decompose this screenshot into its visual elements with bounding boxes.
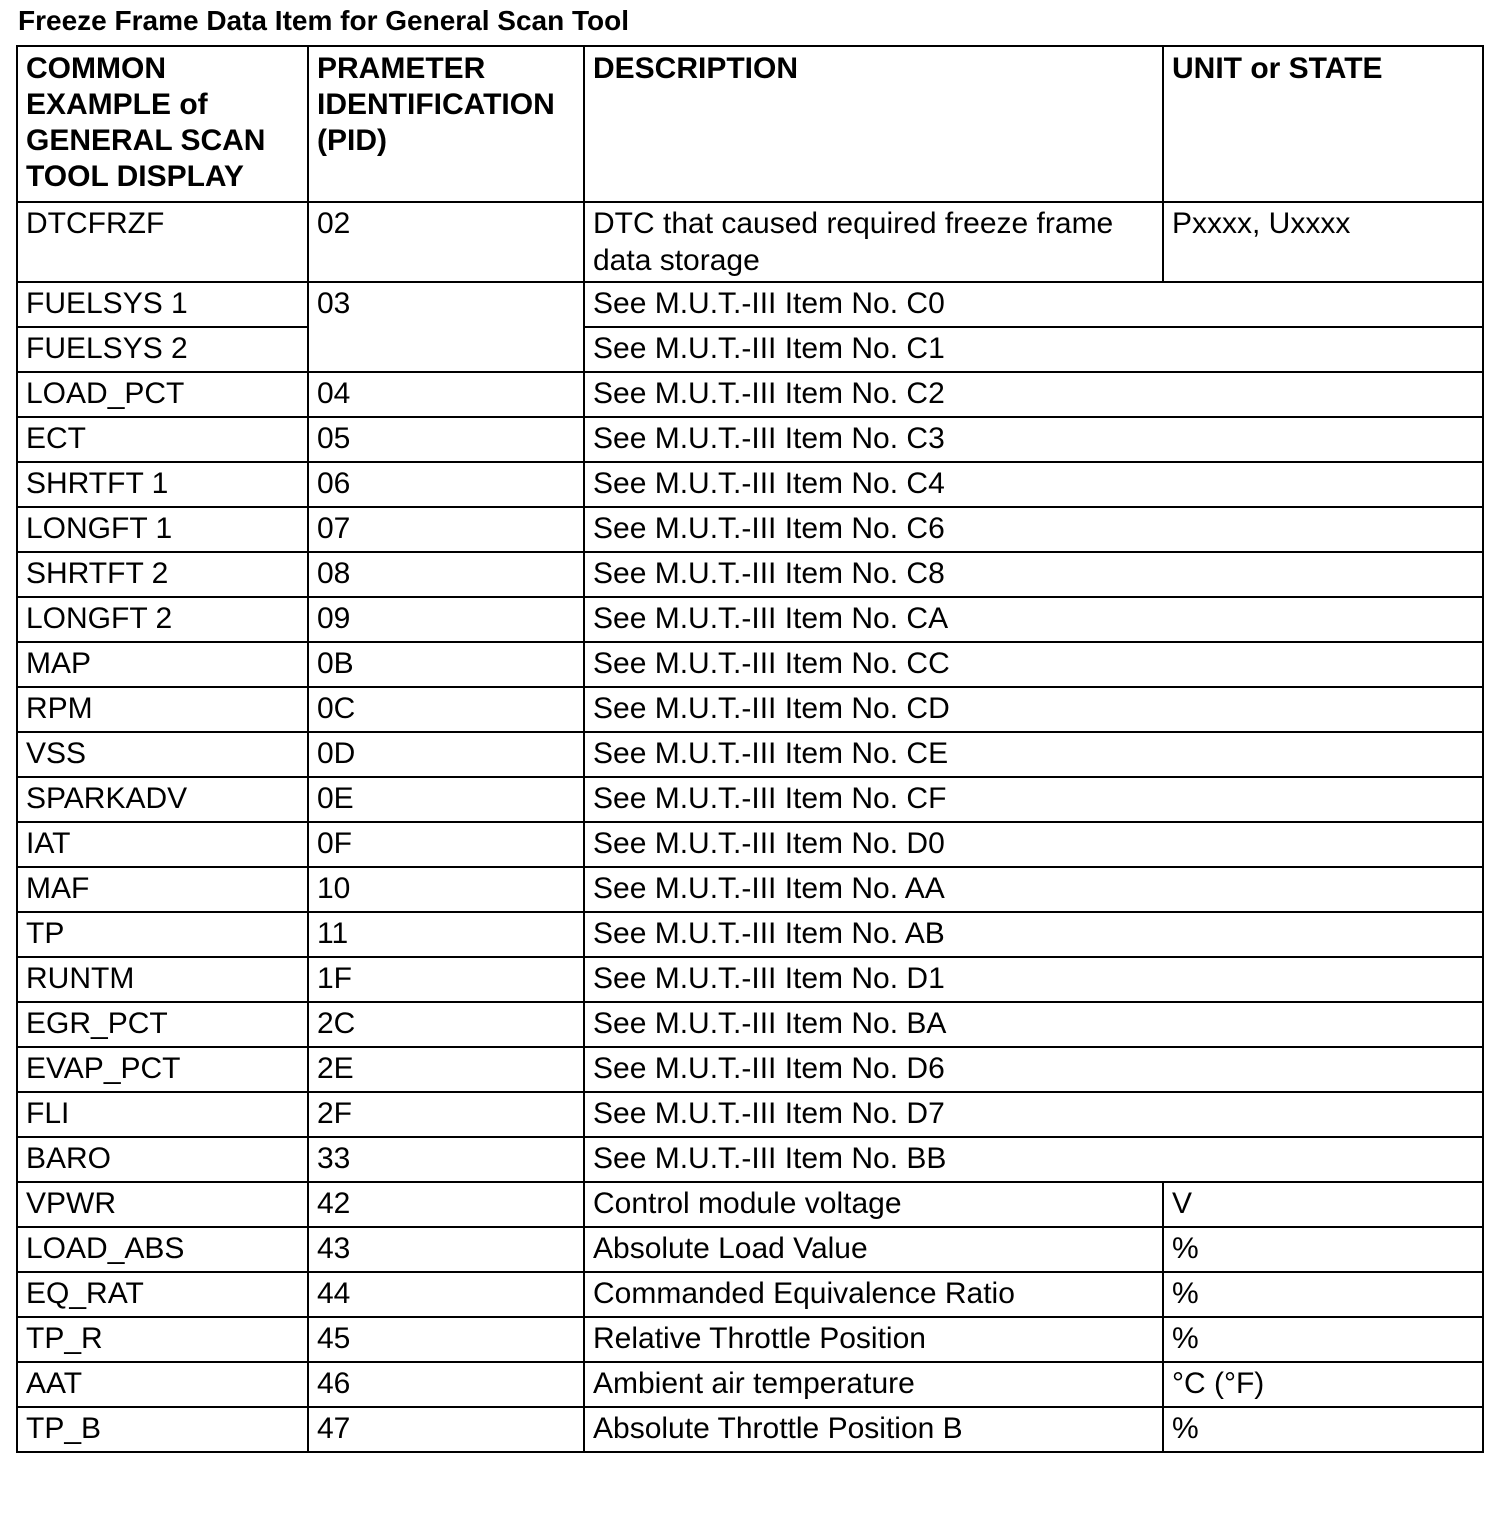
- cell-display: LONGFT 1: [17, 507, 308, 552]
- cell-display: RPM: [17, 687, 308, 732]
- table-row: [17, 1317, 1483, 1362]
- cell-display: SHRTFT 2: [17, 552, 308, 597]
- cell-description: See M.U.T.-III Item No. C6: [584, 507, 1483, 552]
- cell-pid: 46: [308, 1362, 584, 1407]
- table-row: [17, 1407, 1483, 1452]
- table-row: [17, 552, 1483, 597]
- cell-description: Ambient air temperature: [584, 1362, 1163, 1407]
- cell-pid: 06: [308, 462, 584, 507]
- cell-pid: 2F: [308, 1092, 584, 1137]
- cell-pid: 0B: [308, 642, 584, 687]
- cell-display: BARO: [17, 1137, 308, 1182]
- cell-description: See M.U.T.-III Item No. D7: [584, 1092, 1483, 1137]
- table-row: [17, 732, 1483, 777]
- cell-description: DTC that caused required freeze frame data storage: [584, 202, 1163, 282]
- table-row: [17, 822, 1483, 867]
- cell-display: ECT: [17, 417, 308, 462]
- cell-description: See M.U.T.-III Item No. CF: [584, 777, 1483, 822]
- cell-description: See M.U.T.-III Item No. D1: [584, 957, 1483, 1002]
- cell-display: VPWR: [17, 1182, 308, 1227]
- page-title: Freeze Frame Data Item for General Scan Tool: [18, 5, 630, 36]
- cell-unit: Pxxxx, Uxxxx: [1163, 202, 1483, 282]
- cell-pid: 42: [308, 1182, 584, 1227]
- table-row: [17, 1362, 1483, 1407]
- table-row: [17, 507, 1483, 552]
- table-row: [17, 597, 1483, 642]
- cell-display: LOAD_ABS: [17, 1227, 308, 1272]
- cell-pid: 10: [308, 867, 584, 912]
- cell-pid: 45: [308, 1317, 584, 1362]
- cell-description: See M.U.T.-III Item No. BA: [584, 1002, 1483, 1047]
- cell-description: See M.U.T.-III Item No. C8: [584, 552, 1483, 597]
- cell-description: See M.U.T.-III Item No. CC: [584, 642, 1483, 687]
- cell-display: DTCFRZF: [17, 202, 308, 282]
- cell-display: TP_R: [17, 1317, 308, 1362]
- cell-pid: 47: [308, 1407, 584, 1452]
- table-row: [17, 1002, 1483, 1047]
- table-row: [17, 957, 1483, 1002]
- cell-pid: 44: [308, 1272, 584, 1317]
- cell-pid: 43: [308, 1227, 584, 1272]
- cell-display: EGR_PCT: [17, 1002, 308, 1047]
- cell-description: Relative Throttle Position: [584, 1317, 1163, 1362]
- cell-pid: 2C: [308, 1002, 584, 1047]
- cell-display: AAT: [17, 1362, 308, 1407]
- table-row: [17, 1047, 1483, 1092]
- cell-unit: %: [1163, 1317, 1483, 1362]
- table-row: [17, 202, 1483, 282]
- table-row: [17, 1272, 1483, 1317]
- table-row: [17, 282, 1483, 327]
- cell-description: See M.U.T.-III Item No. D0: [584, 822, 1483, 867]
- cell-display: LONGFT 2: [17, 597, 308, 642]
- table-row: [17, 372, 1483, 417]
- cell-display: RUNTM: [17, 957, 308, 1002]
- cell-display: FUELSYS 1: [17, 282, 308, 327]
- cell-pid: 0C: [308, 687, 584, 732]
- cell-pid: 0E: [308, 777, 584, 822]
- table-row: [17, 1137, 1483, 1182]
- cell-description: See M.U.T.-III Item No. C2: [584, 372, 1483, 417]
- cell-display: FUELSYS 2: [17, 327, 308, 372]
- cell-pid: 2E: [308, 1047, 584, 1092]
- cell-pid: 0F: [308, 822, 584, 867]
- cell-pid: 07: [308, 507, 584, 552]
- cell-pid: 05: [308, 417, 584, 462]
- cell-display: SHRTFT 1: [17, 462, 308, 507]
- cell-description: See M.U.T.-III Item No. C1: [584, 327, 1483, 372]
- table-row: [17, 1227, 1483, 1272]
- cell-pid: 1F: [308, 957, 584, 1002]
- cell-description: See M.U.T.-III Item No. CE: [584, 732, 1483, 777]
- cell-description: Control module voltage: [584, 1182, 1163, 1227]
- table-row: [17, 327, 1483, 372]
- cell-description: See M.U.T.-III Item No. C0: [584, 282, 1483, 327]
- cell-unit: V: [1163, 1182, 1483, 1227]
- cell-unit: %: [1163, 1272, 1483, 1317]
- cell-display: IAT: [17, 822, 308, 867]
- cell-description: See M.U.T.-III Item No. C4: [584, 462, 1483, 507]
- header-row: [17, 46, 1483, 202]
- cell-display: EVAP_PCT: [17, 1047, 308, 1092]
- cell-display: TP: [17, 912, 308, 957]
- header-description: DESCRIPTION: [584, 46, 1163, 202]
- cell-description: Absolute Throttle Position B: [584, 1407, 1163, 1452]
- cell-pid: 03: [308, 282, 584, 372]
- cell-description: See M.U.T.-III Item No. BB: [584, 1137, 1483, 1182]
- header-display: COMMON EXAMPLE of GENERAL SCAN TOOL DISPLAY: [17, 46, 308, 202]
- cell-display: VSS: [17, 732, 308, 777]
- cell-display: MAF: [17, 867, 308, 912]
- table-row: [17, 777, 1483, 822]
- cell-description: See M.U.T.-III Item No. AB: [584, 912, 1483, 957]
- cell-description: See M.U.T.-III Item No. D6: [584, 1047, 1483, 1092]
- cell-description: See M.U.T.-III Item No. CA: [584, 597, 1483, 642]
- cell-display: SPARKADV: [17, 777, 308, 822]
- freeze-frame-table: [16, 45, 1484, 1453]
- cell-description: See M.U.T.-III Item No. C3: [584, 417, 1483, 462]
- table-row: [17, 462, 1483, 507]
- table-row: [17, 417, 1483, 462]
- table-row: [17, 867, 1483, 912]
- cell-description: Absolute Load Value: [584, 1227, 1163, 1272]
- table-row: [17, 687, 1483, 732]
- cell-pid: 0D: [308, 732, 584, 777]
- cell-unit: %: [1163, 1407, 1483, 1452]
- cell-display: EQ_RAT: [17, 1272, 308, 1317]
- cell-unit: %: [1163, 1227, 1483, 1272]
- table-row: [17, 912, 1483, 957]
- table-row: [17, 1182, 1483, 1227]
- header-unit: UNIT or STATE: [1163, 46, 1483, 202]
- cell-display: TP_B: [17, 1407, 308, 1452]
- cell-display: FLI: [17, 1092, 308, 1137]
- cell-pid: 02: [308, 202, 584, 282]
- cell-display: MAP: [17, 642, 308, 687]
- cell-pid: 11: [308, 912, 584, 957]
- table-row: [17, 1092, 1483, 1137]
- header-pid: PRAMETER IDENTIFICATION (PID): [308, 46, 584, 202]
- cell-pid: 33: [308, 1137, 584, 1182]
- cell-unit: °C (°F): [1163, 1362, 1483, 1407]
- table-row: [17, 642, 1483, 687]
- cell-description: Commanded Equivalence Ratio: [584, 1272, 1163, 1317]
- cell-description: See M.U.T.-III Item No. CD: [584, 687, 1483, 732]
- cell-pid: 04: [308, 372, 584, 417]
- cell-description: See M.U.T.-III Item No. AA: [584, 867, 1483, 912]
- cell-pid: 09: [308, 597, 584, 642]
- cell-display: LOAD_PCT: [17, 372, 308, 417]
- cell-pid: 08: [308, 552, 584, 597]
